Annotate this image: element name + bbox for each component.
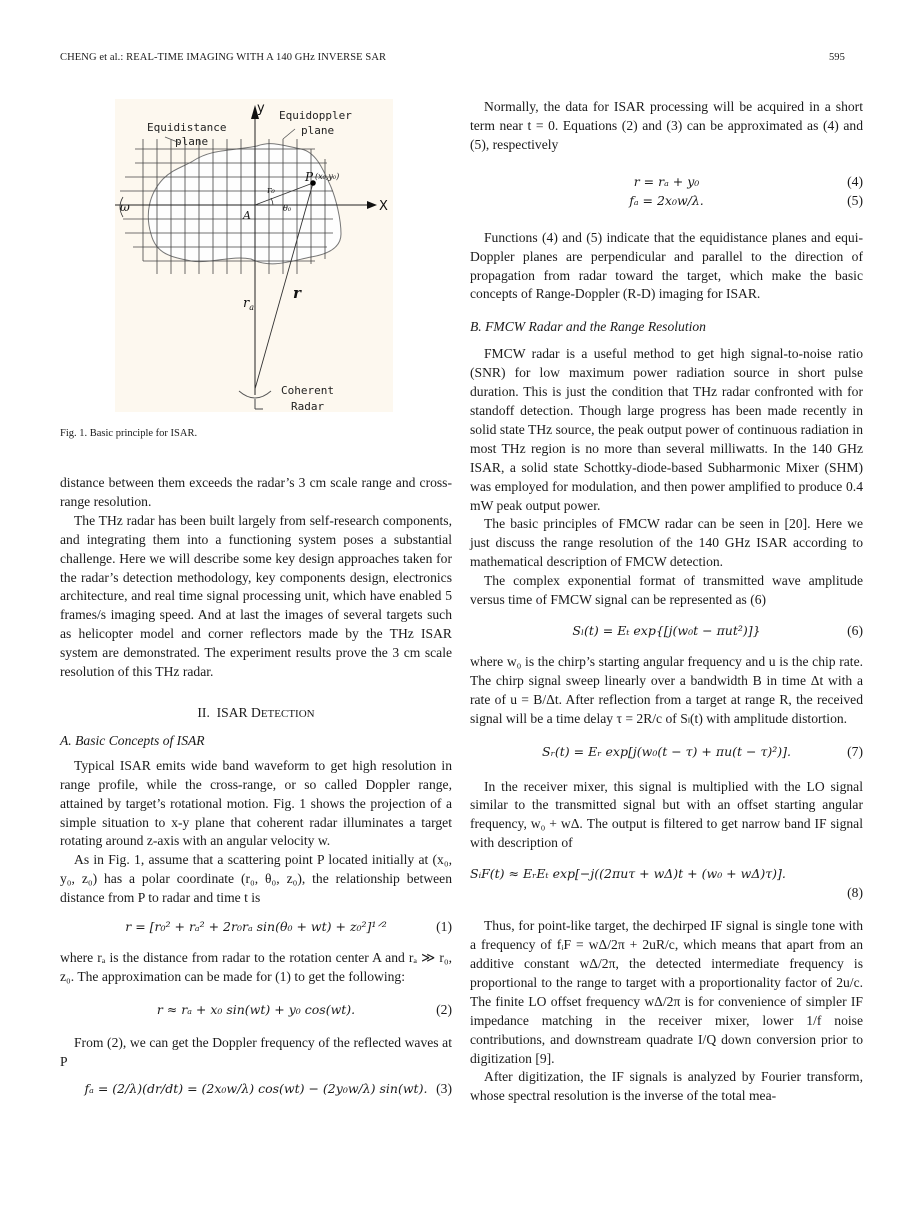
svg-text:(x₀,y₀): (x₀,y₀) (315, 172, 340, 181)
svg-text:plane: plane (301, 124, 335, 137)
figure-1-isar-diagram (115, 99, 393, 412)
paragraph: In the receiver mixer, this signal is multiplied with the LO signal similar to the transmitted signal but with an offset starting angular frequency, w₀ + wΔ. The output is filtered to get narrow band IF signal with description of (470, 778, 863, 851)
svg-text:plane: plane (175, 135, 209, 148)
equation-6: Sₗ(t) = Eₜ exp{[j(w₀t − πut²)]} (6) (572, 622, 863, 638)
paragraph: The complex exponential format of transmitted wave amplitude versus time of FMCW signal can be represented as (6) (470, 573, 863, 608)
paragraph: As in Fig. 1, assume that a scattering point P located initially at (x₀, y₀, z₀) has a polar coordinate (r₀, θ₀, z₀), the relationship between distance from P to radar and time t is (60, 852, 452, 906)
page-number: 595 (828, 52, 845, 63)
svg-text:X: X (379, 199, 388, 214)
svg-text:Equidoppler: Equidoppler (279, 109, 352, 122)
equation-8: SᵢF(t) ≈ EᵣEₜ exp[−j((2πuτ + wΔ)t + (w₀ + wΔ)τ)]. (470, 866, 786, 882)
subsection-heading-a: A. Basic Concepts of ISAR (60, 732, 205, 748)
paragraph: The THz radar has been built largely from self-research components, and integrating them into a functioning system poses a substantial challenge. Here we will describe some key design approaches taken for the radar’s detection methodology, key components design, electronics architecture, and real time signal processing unit, which have enabled 5 frames/s imaging speed. And at last the images of several targets such as helicopter model and corner reflectors made by the THz ISAR system are demonstrated. The experiment results prove the 3 cm scale resolution of this THz radar. (60, 512, 452, 680)
equation-2: r ≈ rₐ + x₀ sin(wt) + y₀ cos(wt). (2) (156, 1001, 452, 1017)
paragraph: where w₀ is the chirp’s starting angular frequency and u is the chip rate. The chirp signal sweep linearly over a bandwidth B in time Δt with a rate of u = B/Δt. After reflection from a target at range R, the received signal will be a time delay τ = 2R/c of Sₗ(t) with amplitude distortion. (470, 653, 863, 726)
paragraph: After digitization, the IF signals is analyzed by Fourier transform, whose spectral resolution is the inverse of the total mea- (470, 1069, 863, 1104)
svg-text:P: P (305, 170, 314, 184)
equation-5: fₐ = 2x₀w/λ. (5) (629, 192, 863, 208)
svg-text:ra: $r_a$ (243, 296, 254, 312)
isar-geometry-diagram (115, 99, 393, 412)
figure-caption: Fig. 1. Basic principle for ISAR. (60, 428, 198, 439)
svg-text:r₀: r₀ (267, 186, 275, 196)
equation-1: r = [r₀² + rₐ² + 2r₀rₐ sin(θ₀ + wt) + z₀²]¹ᐟ² (1) (125, 919, 452, 935)
equation-7: Sᵣ(t) = Eᵣ exp[j(w₀(t − τ) + πu(t − τ)²)]. (7) (542, 743, 863, 759)
svg-text:ω: ω (120, 200, 130, 214)
svg-text:Equidistance: Equidistance (147, 121, 227, 134)
paragraph: Normally, the data for ISAR processing will be acquired in a short term near t = 0. Equations (2) and (3) can be approximated as (4) and (5), respectively (470, 99, 863, 152)
subsection-heading-b: B. FMCW Radar and the Range Resolution (470, 319, 706, 335)
running-header (60, 52, 860, 68)
paragraph: The basic principles of FMCW radar can be seen in [20]. Here we just discuss the range resolution of the 140 GHz ISAR according to mathematical description of FMCW detection. (470, 516, 863, 570)
section-heading: II. ISAR DETECTION (197, 704, 315, 720)
svg-text:Coherent: Coherent (281, 384, 334, 397)
paragraph: Functions (4) and (5) indicate that the equidistance planes and equi-Doppler planes are perpendicular and parallel to the direction of propagation from radar toward the target, which make the basic concepts of Range-Doppler (R-D) imaging for ISAR. (470, 229, 863, 302)
equation-3: fₐ = (2/λ)(dr/dt) = (2x₀w/λ) cos(wt) − (2y₀w/λ) sin(wt). (3) (84, 1080, 452, 1096)
paragraph: where rₐ is the distance from radar to the rotation center A and rₐ ≫ r₀, z₀. The approximation can be made for (1) to get the following: (60, 950, 452, 984)
left-column (60, 474, 452, 1099)
svg-text:θ₀: θ₀ (283, 204, 292, 213)
paragraph: From (2), we can get the Doppler frequency of the reflected waves at P (60, 1034, 452, 1069)
paragraph: FMCW radar is a useful method to get high signal-to-noise ratio (SNR) for low maximum power radiation source in short pulse duration. This is just the condition that THz radar confronted with for standoff detection. Though large progress has been made recently in solid state THz source, the peak output power of continuous radiation in most THz region is no more than several milliwatts. In the 140 GHz ISAR, a solid state Schottky-diode-based Subharmonic Mixer (SHM) was employed for modulation, and then power amplified to produce 0.4 mW peak output power. (470, 346, 863, 513)
svg-text:A: A (243, 209, 251, 222)
svg-text:r: r (293, 284, 301, 302)
x-axis-arrow-icon (367, 201, 377, 209)
right-column: Normally, the data for ISAR processing will be acquired in a short term near t = 0. Equations (2) and (3) can be approximated as (4) and (5), respectively r = rₐ + y₀ (4) fₐ = 2x₀w/λ. (5) Functions (4) and (5) indicate that the equidistance planes and equi-Doppler planes are perpendicular and parallel to the direction of propagation from radar toward the target, which make the basic concepts of Range-Doppler (R-D) imaging for ISAR. B. FMCW Radar and the Range Resolution FMCW radar is a useful method to get high signal-to-noise ratio (SNR) for low maximum power radiation source in short pulse duration. This is just the condition that THz radar confronted with for standoff detection. Though large progress has been made recently in solid state THz source, the peak output power of continuous radiation in most THz region is no more than several milliwatts. In the 140 GHz ISAR, a solid state Schottky-diode-based Subharmonic Mixer (SHM) was employed for modulation, and then power amplified to produce 0.4 mW peak output power. The basic principles of FMCW radar can be seen in [20]. Here we just discuss the range resolution of the 140 GHz ISAR according to mathematical description of FMCW detection. The complex exponential format of transmitted wave amplitude versus time of FMCW signal can be represented as (6) Sₗ(t) = Eₜ exp{[j(w₀t − πut²)]} (6) where w₀ is the chirp’s starting angular frequency and u is the chip rate. The chirp signal sweep linearly over a bandwidth B in time Δt with a rate of u = B/Δt. After reflection from a target at range R, the received signal will be a time delay τ = 2R/c of Sₗ(t) with amplitude distortion. Sᵣ(t) = Eᵣ exp[j(w₀(t − τ) + πu(t − τ)²)]. (7) In the receiver mixer, this signal is multiplied with the LO signal similar to the transmitted signal but with an offset starting angular frequency, w₀ + wΔ. The output is filtered to get narrow band IF signal with description of SᵢF(t) ≈ EᵣEₜ exp[−j((2πuτ + wΔ)t + (w₀ + wΔ)τ)]. (8) Thus, for point-like target, the dechirped IF signal is single tone with a frequency of fᵢF = wΔ/2π + 2uR/c, which means that apart from an additive constant wΔ/2π, the detected intermediate frequency is proportional to the range to target with a proportionality factor of 2u/c. The finite LO offset frequency wΔ/2π is for convenience of simpler IF impedance matching in the receiver mixer, lower 1/f noise contributions, and downstream quadrate I/Q down conversion prior to digitization [9]. After digitization, the IF signals is analyzed by Fourier transform, whose spectral resolution is the inverse of the total mea- (470, 98, 863, 1106)
equation-4: r = rₐ + y₀ (4) (633, 173, 863, 189)
svg-text:y: y (257, 101, 265, 116)
paragraph: Typical ISAR emits wide band waveform to get high resolution in range profile, while the cross-range, or so called Doppler range, attained by target’s rotational motion. Fig. 1 shows the projection of a simple situation to x-y plane that coherent radar illuminates a target rotating around z-axis with an angular velocity w. (60, 757, 452, 849)
svg-text:Radar: Radar (291, 400, 325, 412)
running-title: CHENG et al.: REAL-TIME IMAGING WITH A 140 GHz INVERSE SAR (60, 52, 387, 63)
paragraph: distance between them exceeds the radar’s 3 cm scale range and cross-range resolution. (60, 475, 452, 509)
paragraph: Thus, for point-like target, the dechirped IF signal is single tone with a frequency of fᵢF = wΔ/2π + 2uR/c, which means that apart from an additive constant wΔ/2π, the detected intermediate frequency is proportional to the range to target with a proportionality factor of 2u/c. The finite LO offset frequency wΔ/2π is for convenience of simpler IF impedance matching in the receiver mixer, lower 1/f noise contributions, and downstream quadrate I/Q down conversion prior to digitization [9]. (470, 918, 863, 1066)
